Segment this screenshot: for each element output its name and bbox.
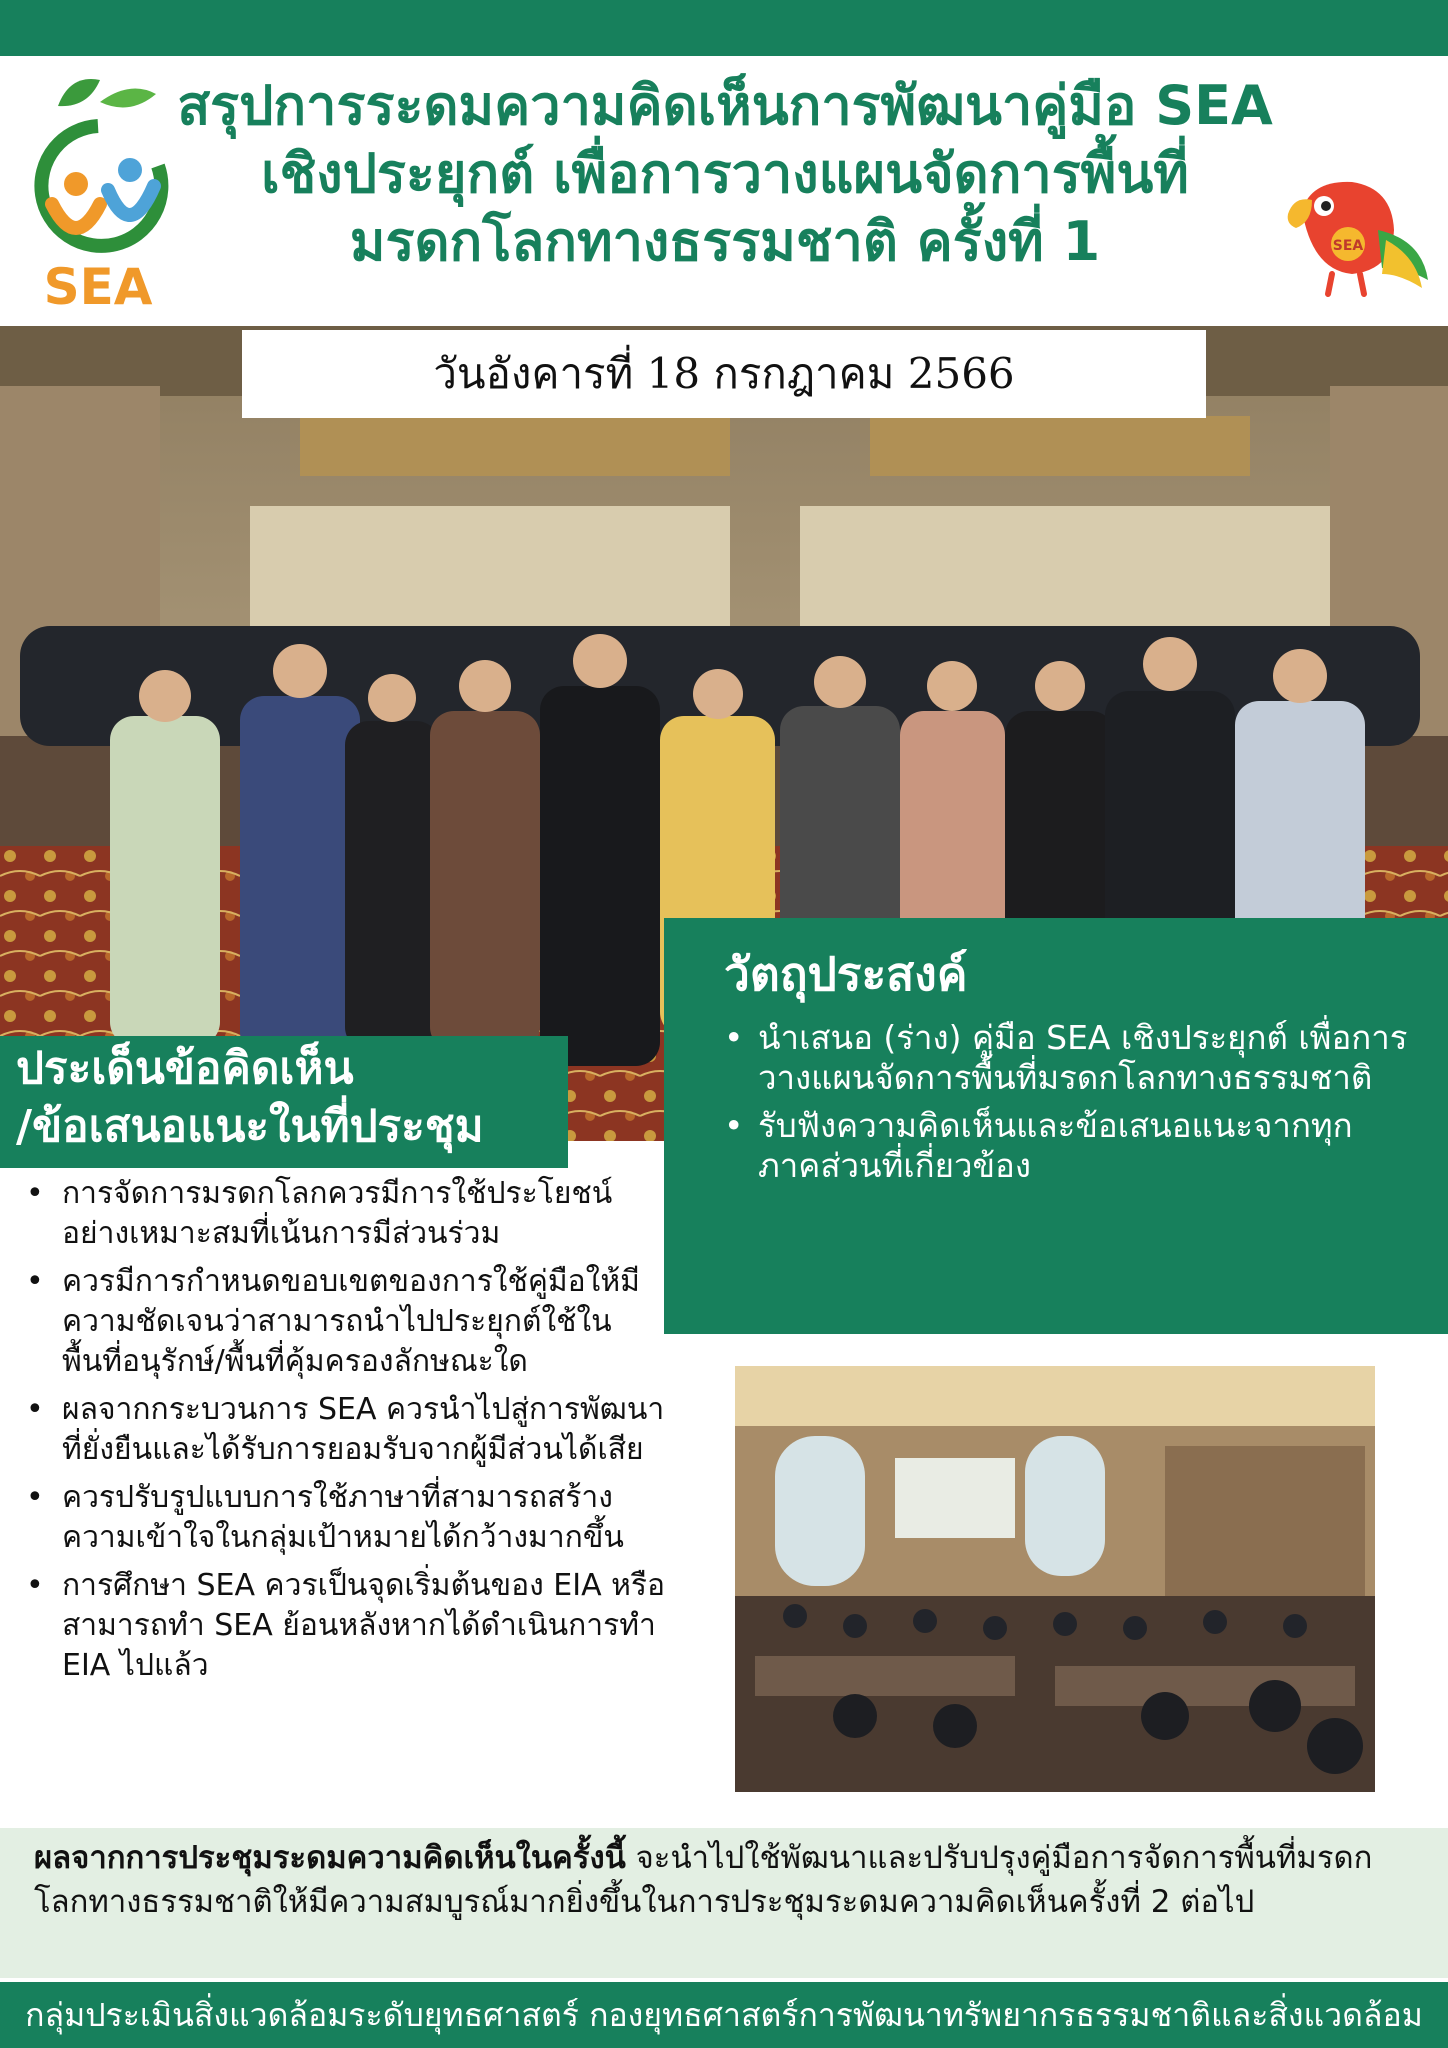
title-line-1: สรุปการระดมความคิดเห็นการพัฒนาคู่มือ SEA [177,74,1273,137]
comments-list [26,1174,666,1694]
objectives-heading: วัตถุประสงค์ [724,947,968,1001]
comments-heading-line-1: ประเด็นข้อคิดเห็น [16,1043,354,1094]
objective-item: • รับฟังความคิดเห็นและข้อเสนอแนะจากทุกภาคส่วนที่เกี่ยวข้อง [724,1106,1408,1186]
page-title [170,72,1280,276]
top-banner-bar [0,0,1448,56]
objectives-list [724,1018,1408,1186]
result-summary [0,1828,1448,1978]
title-line-2: เชิงประยุกต์ เพื่อการวางแผนจัดการพื้นที่ [261,142,1189,205]
result-bold-lead: ผลจากการประชุมระดมความคิดเห็นในครั้งนี้ [34,1840,626,1876]
comments-heading [0,1036,568,1168]
title-line-3: มรดกโลกทางธรรมชาติ ครั้งที่ 1 [349,210,1101,273]
result-text: จะนำไปใช้พัฒนาและปรับปรุงคู่มือการจัดการพื้นที่มรดกโลกทางธรรมชาติให้มีความสมบูรณ์มากยิ่งขึ้นในการประชุมระดมความคิดเห็นครั้งที่ 2 ต่อไป [34,1840,1373,1920]
objectives-panel [664,918,1448,1334]
comment-item: • การจัดการมรดกโลกควรมีการใช้ประโยชน์อย่างเหมาะสมที่เน้นการมีส่วนร่วม [26,1174,666,1254]
comment-item: • ควรมีการกำหนดขอบเขตของการใช้คู่มือให้มีความชัดเจนว่าสามารถนำไปประยุกต์ใช้ในพื้นที่อนุรักษ์/พื้นที่คุ้มครองลักษณะใด [26,1262,666,1382]
event-date: วันอังคารที่ 18 กรกฎาคม 2566 [242,330,1206,418]
comments-heading-line-2: /ข้อเสนอแนะในที่ประชุม [16,1101,484,1152]
mascot-badge-text: SEA [1332,238,1364,254]
meeting-room-photo [735,1366,1375,1792]
sea-logo [18,66,178,316]
comment-item: • ควรปรับรูปแบบการใช้ภาษาที่สามารถสร้างความเข้าใจในกลุ่มเป้าหมายได้กว้างมากขึ้น [26,1478,666,1558]
comment-item: • ผลจากกระบวนการ SEA ควรนำไปสู่การพัฒนาที่ยั่งยืนและได้รับการยอมรับจากผู้มีส่วนได้เสีย [26,1390,666,1470]
logo-text: SEA [43,258,153,316]
comment-item: • การศึกษา SEA ควรเป็นจุดเริ่มต้นของ EIA หรือสามารถทำ SEA ย้อนหลังหากได้ดำเนินการทำ EIA ไปแล้ว [26,1566,666,1686]
footer-organization: กลุ่มประเมินสิ่งแวดล้อมระดับยุทธศาสตร์ กองยุทธศาสตร์การพัฒนาทรัพยากรธรรมชาติและสิ่งแวดล้อม [0,1982,1448,2048]
parrot-mascot [1282,170,1432,300]
objective-item: • นำเสนอ (ร่าง) คู่มือ SEA เชิงประยุกต์ เพื่อการวางแผนจัดการพื้นที่มรดกโลกทางธรรมชาติ [724,1018,1408,1098]
